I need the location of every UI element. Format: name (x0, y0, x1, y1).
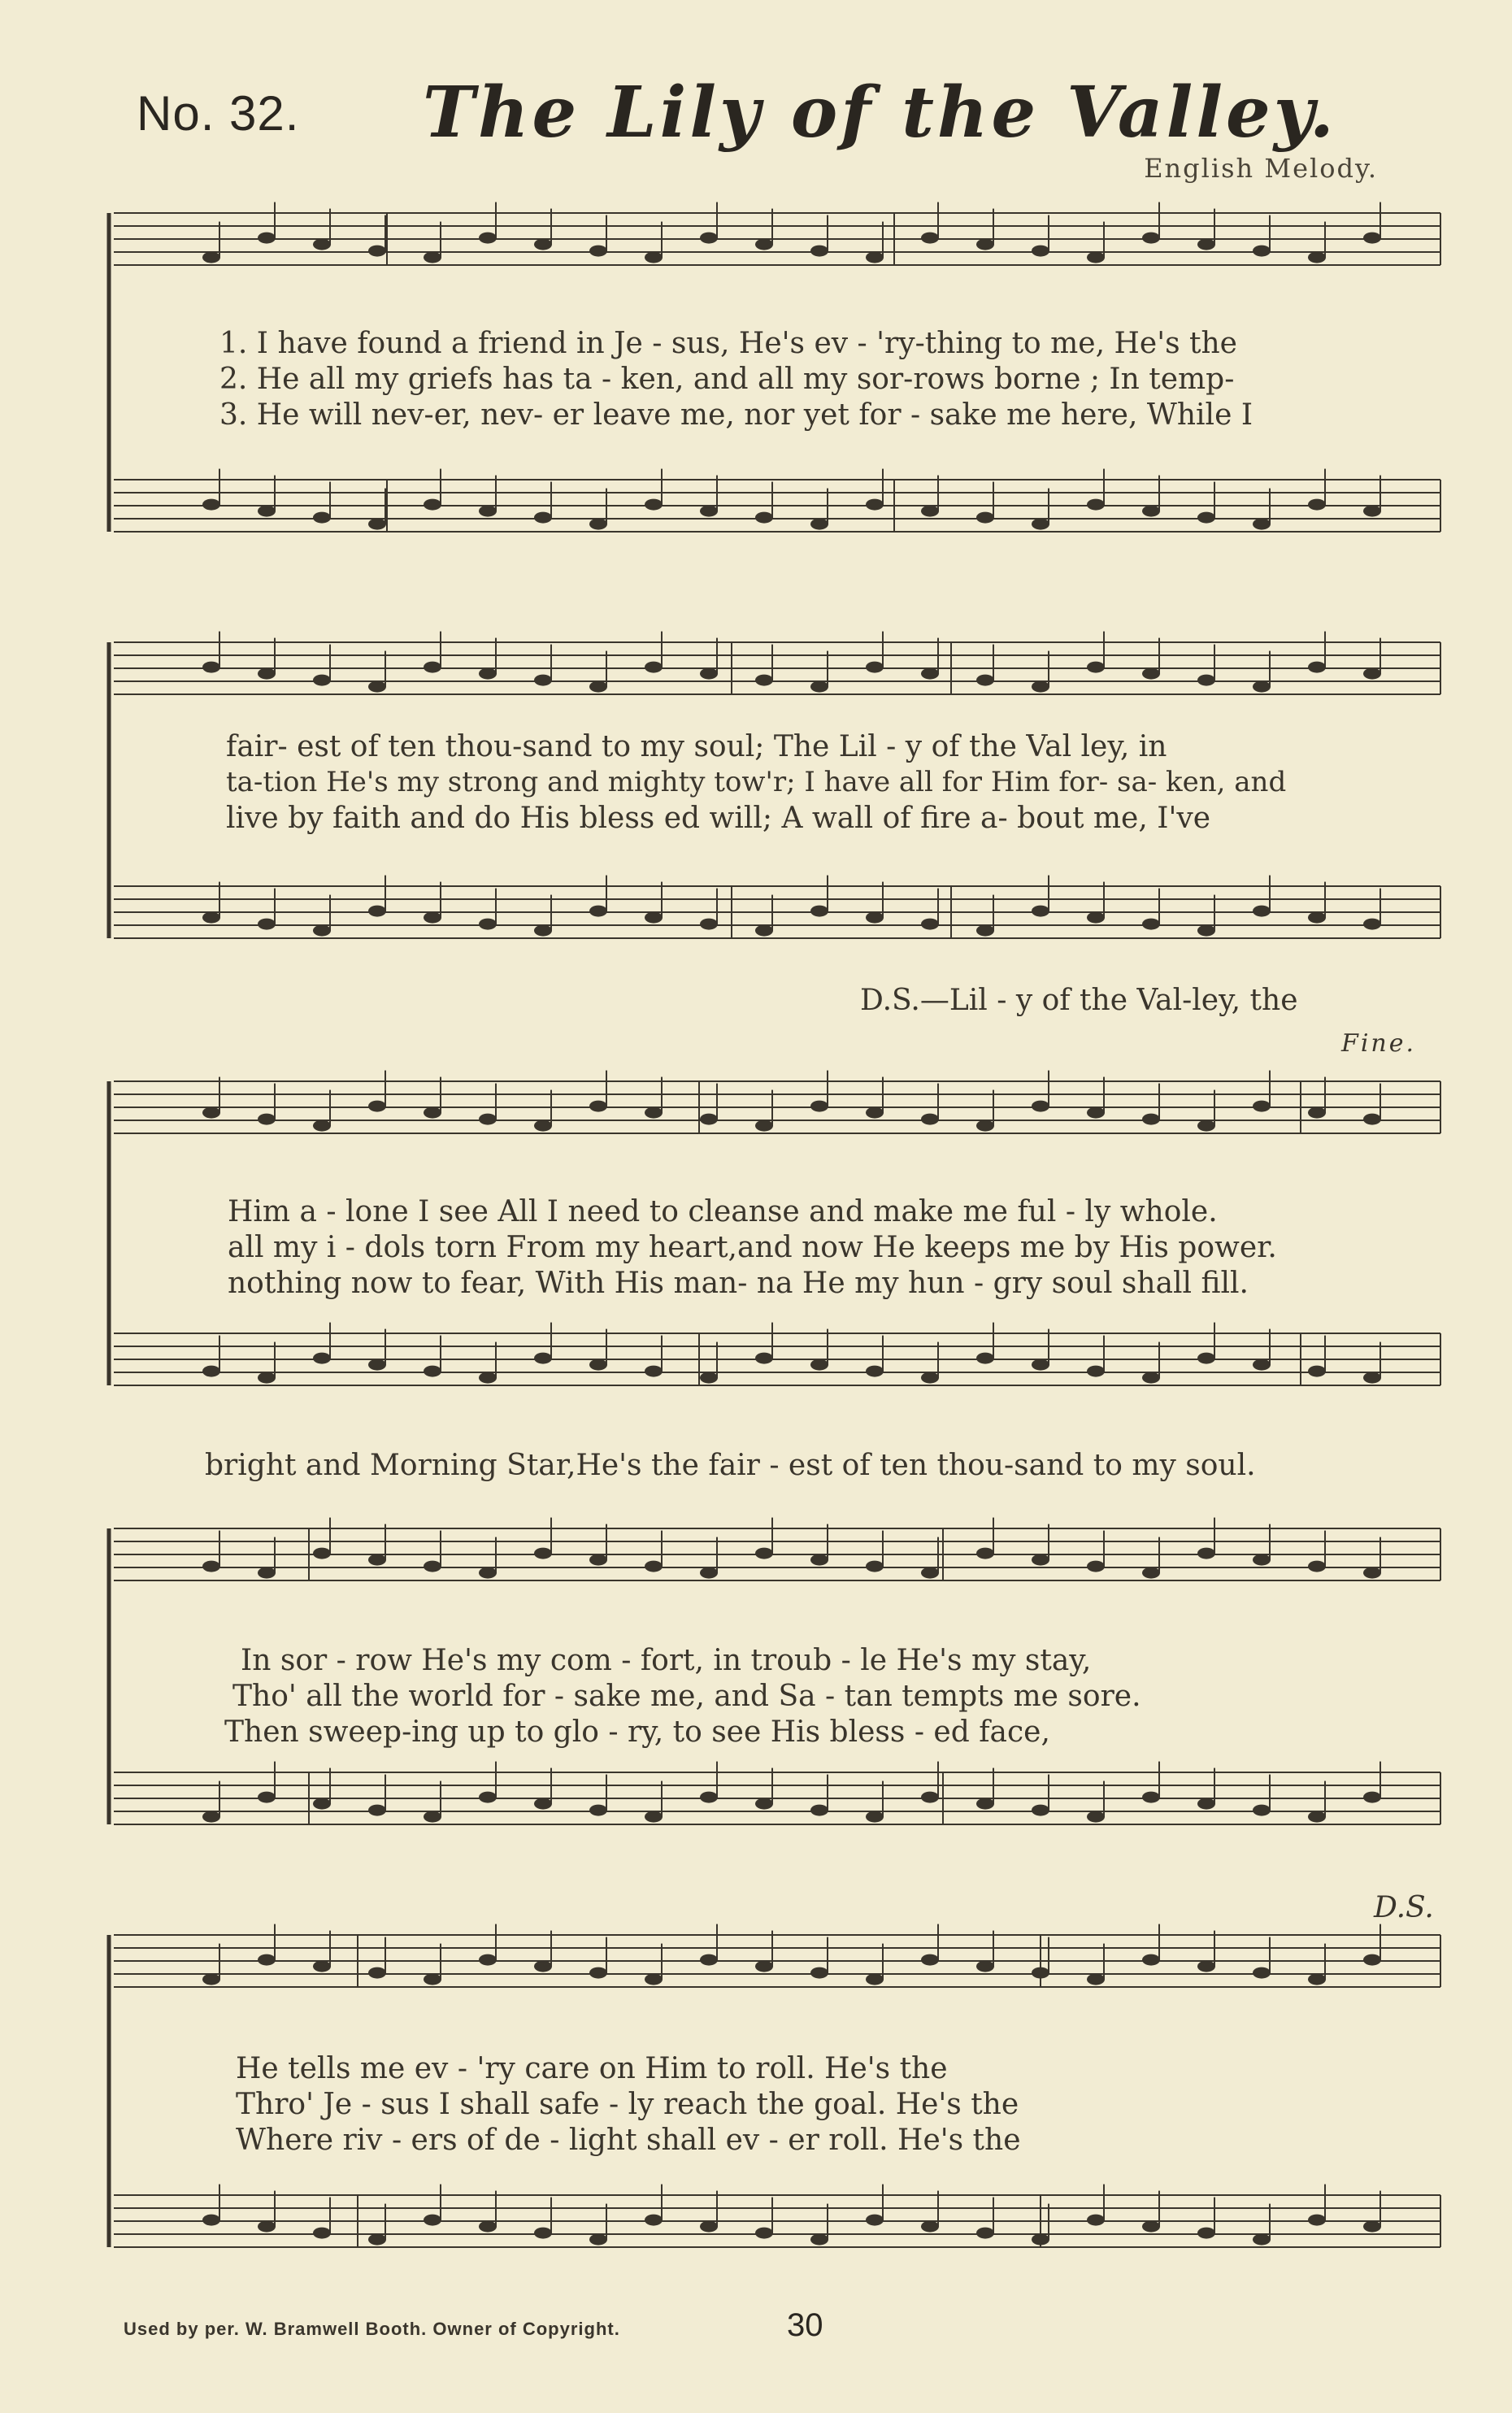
composer-credit: English Melody. (1144, 153, 1378, 184)
hymn-title: The Lily of the Valley. (423, 72, 1337, 154)
verse-line: 3. He will nev-er, nev- er leave me, nor yet for - sake me here, While I (219, 398, 1253, 432)
ds-lyric-line: D.S.—Lil - y of the Val-ley, the (860, 984, 1298, 1017)
verse-line: Thro' Je - sus I shall safe - ly reach the goal. He's the (236, 2088, 1019, 2121)
verse-line: He tells me ev - 'ry care on Him to roll. He's the (236, 2052, 948, 2085)
verse-line: live by faith and do His bless ed will; A wall of fire a- bout me, I've (226, 802, 1211, 835)
verse-line: ta-tion He's my strong and mighty tow'r; I have all for Him for- sa- ken, and (226, 766, 1287, 798)
verse-line: Where riv - ers of de - light shall ev - er roll. He's the (236, 2124, 1021, 2157)
verse-line: fair- est of ten thou-sand to my soul; The Lil - y of the Val ley, in (226, 730, 1167, 763)
verse-line: 2. He all my griefs has ta - ken, and all my sor-rows borne ; In temp- (219, 363, 1235, 396)
verse-line: Him a - lone I see All I need to cleanse and make me ful - ly whole. (228, 1195, 1218, 1228)
verse-line: all my i - dols torn From my heart,and now He keeps me by His power. (228, 1231, 1277, 1264)
ds-continuation-line: bright and Morning Star,He's the fair - est of ten thou-sand to my soul. (205, 1449, 1256, 1482)
fine-mark: Fine. (1341, 1029, 1417, 1058)
verse-line: In sor - row He's my com - fort, in troub - le He's my stay, (241, 1644, 1092, 1677)
copyright-credit: Used by per. W. Bramwell Booth. Owner of Copyright. (124, 2319, 620, 2339)
ds-mark: D.S. (1374, 1891, 1434, 1924)
page-number: 30 (787, 2307, 823, 2343)
verse-line: 1. I have found a friend in Je - sus, He's ev - 'ry-thing to me, He's the (219, 327, 1237, 360)
verse-line: Then sweep-ing up to glo - ry, to see His bless - ed face, (224, 1715, 1050, 1749)
verse-line: Tho' all the world for - sake me, and Sa - tan tempts me sore. (232, 1680, 1141, 1713)
verse-line: nothing now to fear, With His man- na He my hun - gry soul shall fill. (228, 1267, 1249, 1300)
hymn-number: No. 32. (137, 86, 300, 141)
